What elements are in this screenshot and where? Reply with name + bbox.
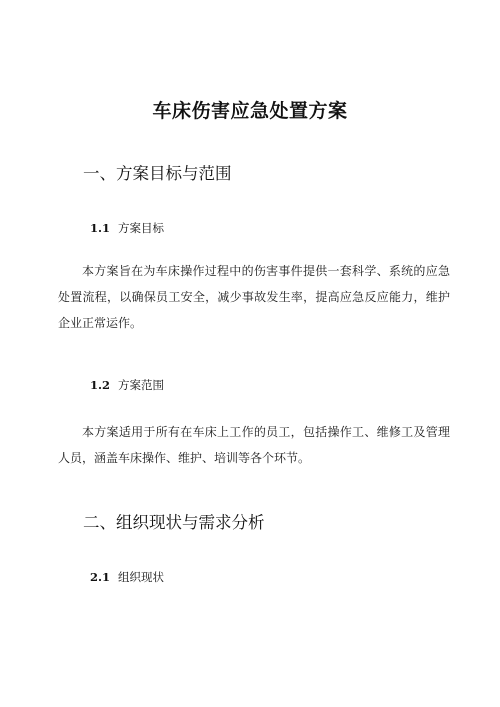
subsection-number: 1.2 [90, 378, 111, 392]
subsection-number: 2.1 [90, 570, 111, 584]
subsection-heading-2-1 [90, 569, 164, 585]
section-heading-1: 一、方案目标与范围 [83, 164, 232, 183]
subsection-title: 组织现状 [118, 570, 165, 584]
subsection-title: 方案范围 [118, 378, 165, 392]
paragraph-1-1: 本方案旨在为车床操作过程中的伤害事件提供一套科学、系统的应急处置流程，以确保员工安全，减少事故发生率，提高应急反应能力，维护企业正常运作。 [58, 264, 450, 330]
subsection-title: 方案目标 [118, 221, 165, 235]
paragraph-1-2: 本方案适用于所有在车床上工作的员工，包括操作工、维修工及管理人员，涵盖车床操作、维护、培训等各个环节。 [58, 425, 450, 465]
subsection-heading-1-1 [90, 220, 164, 236]
subsection-number: 1.1 [90, 221, 111, 235]
subsection-heading-1-2 [90, 377, 164, 393]
document-title: 车床伤害应急处置方案 [152, 100, 348, 122]
section-heading-2: 二、组织现状与需求分析 [83, 513, 265, 532]
